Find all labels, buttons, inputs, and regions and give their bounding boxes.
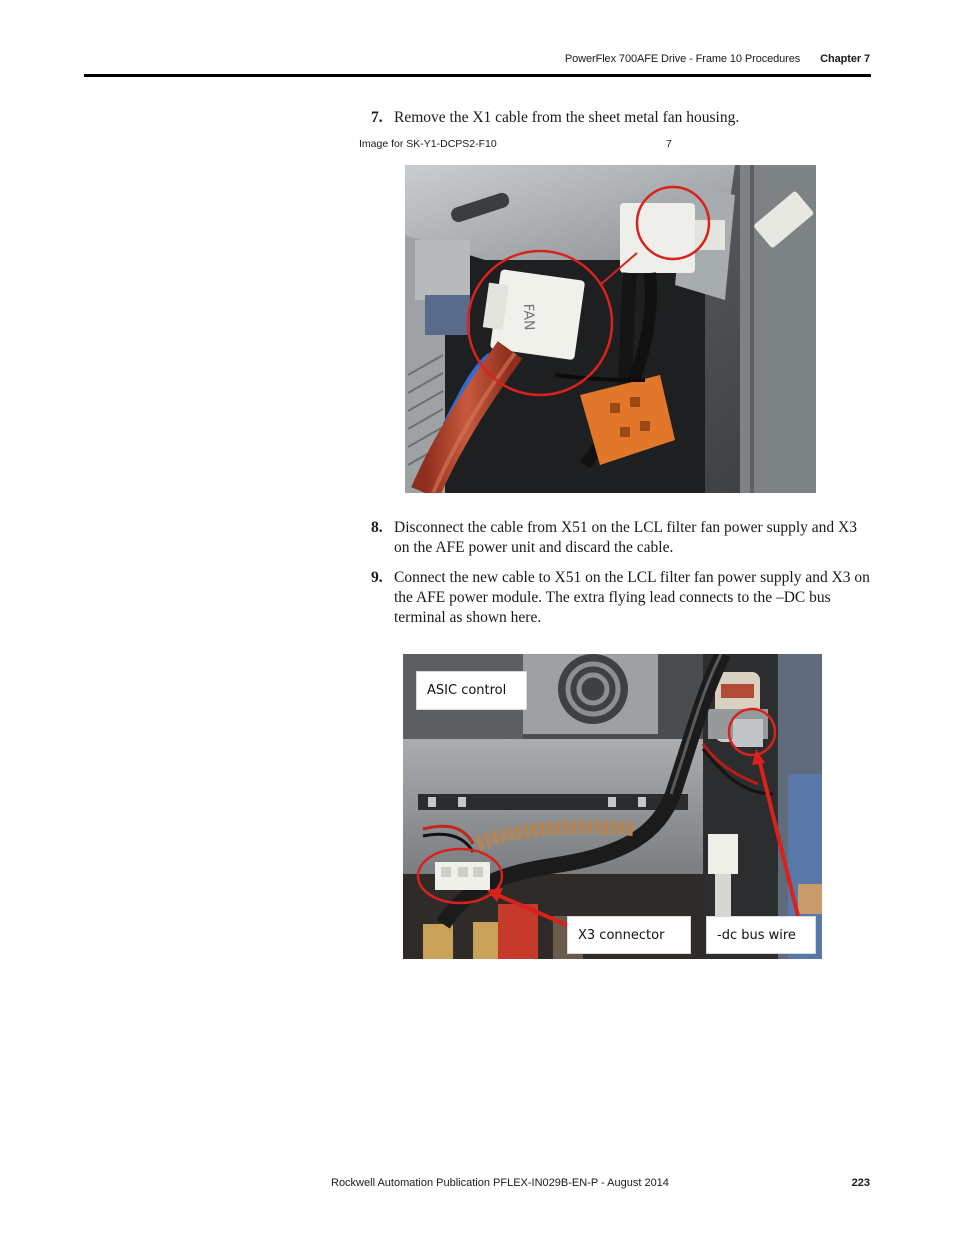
step-text: Disconnect the cable from X51 on the LCL filter fan power supply and X3 on the AFE power unit and discard the cable. [394,519,858,556]
figure-caption: Image for SK-Y1-DCPS2-F10 [359,138,497,150]
step-9 [371,568,871,628]
x3-connector-label: X3 connector [567,916,691,954]
footer-publication: Rockwell Automation Publication PFLEX-IN029B-EN-P - August 2014 [331,1177,669,1189]
dc-bus-wire-label: -dc bus wire [706,916,816,954]
asic-control-label: ASIC control [416,671,527,710]
header-title: PowerFlex 700AFE Drive - Frame 10 Procedures [564,53,801,65]
fan-connector-label: FAN [519,303,537,331]
step-text: Connect the new cable to X51 on the LCL filter fan power supply and X3 on the AFE power module. The extra flying lead connects to the –DC bus terminal as shown here. [394,569,870,626]
page-number: 223 [851,1177,870,1189]
step-number: 8. [371,519,383,536]
step-8 [371,518,871,558]
header-rule [84,74,871,77]
header-chapter: Chapter 7 [820,53,870,65]
step-text: Remove the X1 cable from the sheet metal fan housing. [394,109,740,126]
running-header [565,53,870,65]
figure-caption-number: 7 [666,138,672,150]
fan-housing-photo [405,165,816,493]
step-number: 7. [371,109,383,126]
step-7 [371,108,871,128]
step-number: 9. [371,569,383,586]
